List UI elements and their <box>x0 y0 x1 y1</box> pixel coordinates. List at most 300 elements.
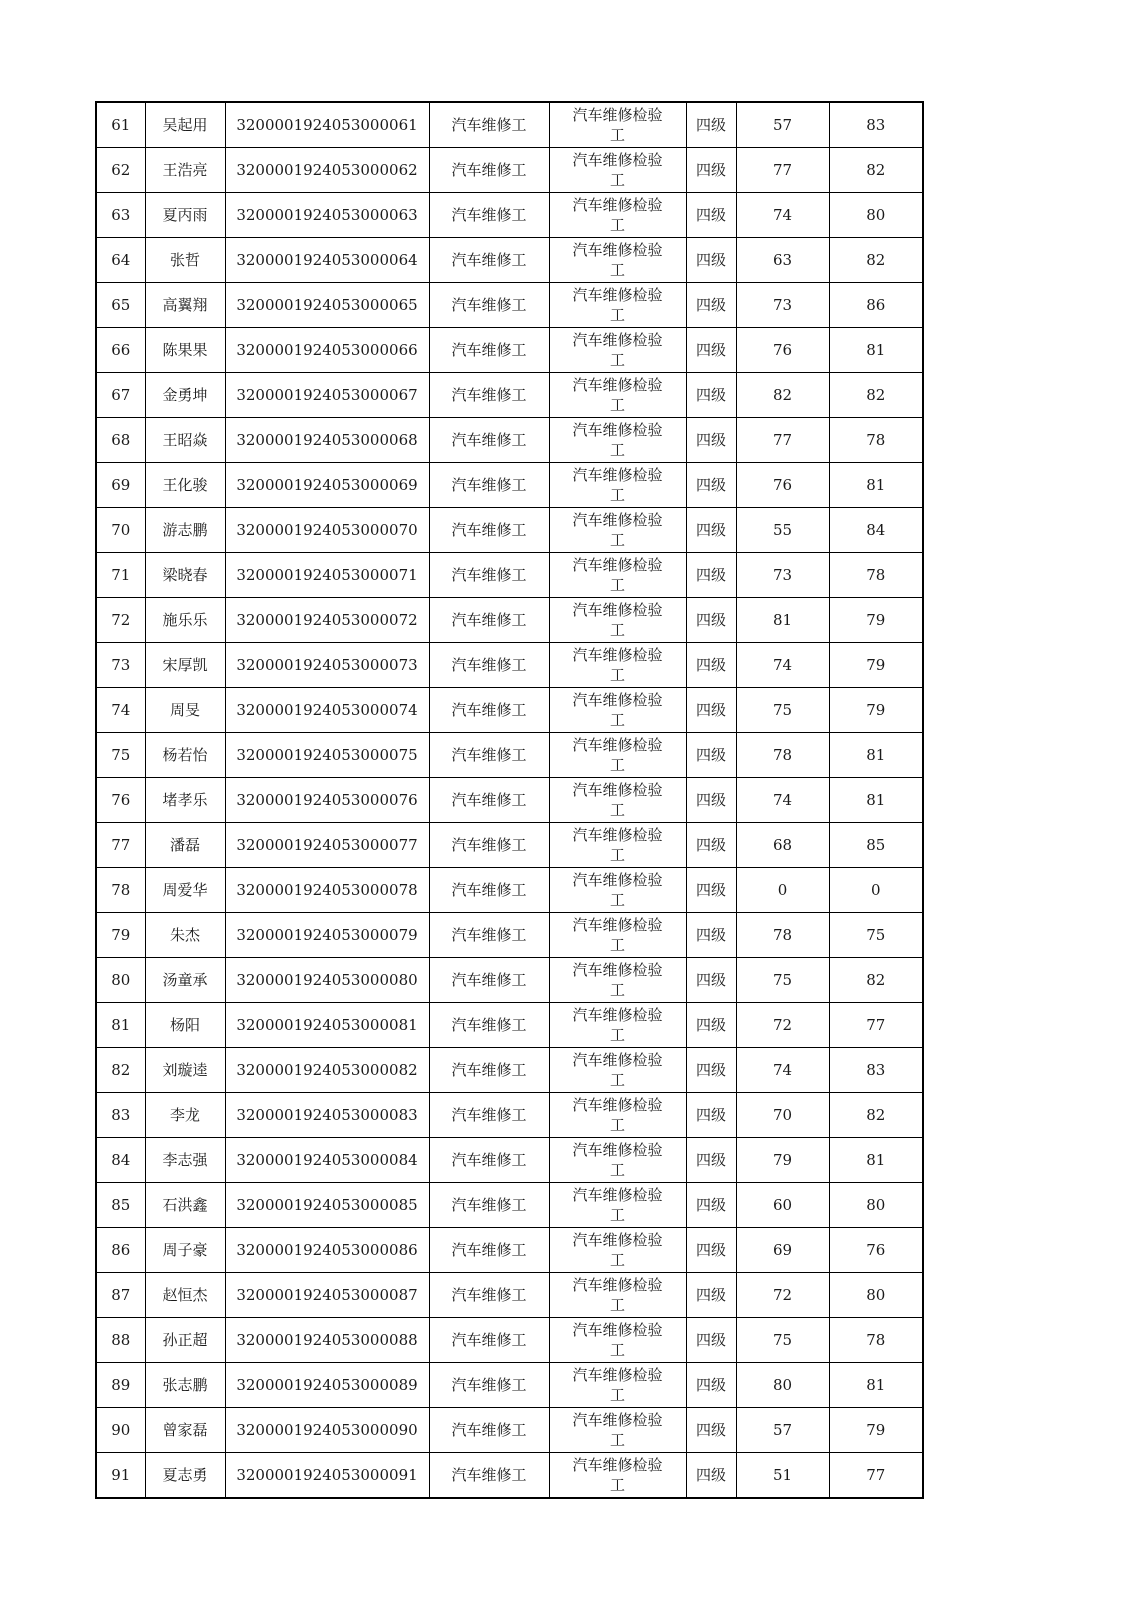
certificate-number-cell: 3200001924053000068 <box>225 418 429 463</box>
job-title-cell: 汽车维修工 <box>429 1228 549 1273</box>
name-cell: 张志鹏 <box>145 1363 225 1408</box>
level-cell: 四级 <box>686 1003 736 1048</box>
score-1-cell: 81 <box>736 598 829 643</box>
score-1-cell: 69 <box>736 1228 829 1273</box>
certificate-number-cell: 3200001924053000062 <box>225 148 429 193</box>
name-cell: 汤童承 <box>145 958 225 1003</box>
row-number-cell: 87 <box>96 1273 145 1318</box>
table-row <box>96 1183 923 1228</box>
table-row <box>96 823 923 868</box>
score-1-cell: 51 <box>736 1453 829 1499</box>
occupation-line: 工 <box>609 126 625 144</box>
score-2-cell: 81 <box>829 1138 923 1183</box>
occupation-line: 工 <box>609 756 625 774</box>
name-cell: 宋厚凯 <box>145 643 225 688</box>
occupation-line: 工 <box>609 576 625 594</box>
certificate-number-cell: 3200001924053000087 <box>225 1273 429 1318</box>
score-2-cell: 79 <box>829 1408 923 1453</box>
certificate-number-cell: 3200001924053000089 <box>225 1363 429 1408</box>
job-title-cell: 汽车维修工 <box>429 913 549 958</box>
occupation-cell <box>549 868 686 913</box>
occupation-line: 工 <box>609 216 625 234</box>
table-row <box>96 643 923 688</box>
occupation-line: 工 <box>609 711 625 729</box>
occupation-cell <box>549 508 686 553</box>
score-1-cell: 55 <box>736 508 829 553</box>
level-cell: 四级 <box>686 823 736 868</box>
certificate-number-cell: 3200001924053000063 <box>225 193 429 238</box>
name-cell: 夏丙雨 <box>145 193 225 238</box>
name-cell: 王化骏 <box>145 463 225 508</box>
name-cell: 周爱华 <box>145 868 225 913</box>
job-title-cell: 汽车维修工 <box>429 958 549 1003</box>
score-1-cell: 82 <box>736 373 829 418</box>
score-2-cell: 84 <box>829 508 923 553</box>
table-row <box>96 238 923 283</box>
occupation-cell <box>549 193 686 238</box>
occupation-cell <box>549 1003 686 1048</box>
occupation-line: 汽车维修检验 <box>572 466 663 484</box>
level-cell: 四级 <box>686 553 736 598</box>
name-cell: 杨阳 <box>145 1003 225 1048</box>
row-number-cell: 72 <box>96 598 145 643</box>
occupation-line: 汽车维修检验 <box>572 1006 663 1024</box>
occupation-line: 工 <box>609 531 625 549</box>
table-row <box>96 733 923 778</box>
level-cell: 四级 <box>686 1363 736 1408</box>
score-1-cell: 63 <box>736 238 829 283</box>
score-2-cell: 75 <box>829 913 923 958</box>
occupation-line: 汽车维修检验 <box>572 736 663 754</box>
occupation-line: 工 <box>609 486 625 504</box>
certificate-number-cell: 3200001924053000076 <box>225 778 429 823</box>
name-cell: 李龙 <box>145 1093 225 1138</box>
occupation-cell <box>549 598 686 643</box>
level-cell: 四级 <box>686 1183 736 1228</box>
occupation-line: 工 <box>609 1431 625 1449</box>
certificate-number-cell: 3200001924053000075 <box>225 733 429 778</box>
score-2-cell: 79 <box>829 688 923 733</box>
score-2-cell: 81 <box>829 733 923 778</box>
occupation-cell <box>549 238 686 283</box>
occupation-line: 工 <box>609 1026 625 1044</box>
table-body <box>96 102 923 1498</box>
score-2-cell: 83 <box>829 102 923 148</box>
row-number-cell: 62 <box>96 148 145 193</box>
table-row <box>96 463 923 508</box>
score-1-cell: 0 <box>736 868 829 913</box>
table-row <box>96 688 923 733</box>
score-2-cell: 82 <box>829 148 923 193</box>
occupation-line: 工 <box>609 1296 625 1314</box>
row-number-cell: 74 <box>96 688 145 733</box>
score-1-cell: 57 <box>736 102 829 148</box>
job-title-cell: 汽车维修工 <box>429 1048 549 1093</box>
occupation-cell <box>549 1273 686 1318</box>
row-number-cell: 80 <box>96 958 145 1003</box>
occupation-cell <box>549 1408 686 1453</box>
job-title-cell: 汽车维修工 <box>429 733 549 778</box>
occupation-line: 汽车维修检验 <box>572 196 663 214</box>
level-cell: 四级 <box>686 463 736 508</box>
name-cell: 孙正超 <box>145 1318 225 1363</box>
table-row <box>96 1318 923 1363</box>
table-row <box>96 1363 923 1408</box>
job-title-cell: 汽车维修工 <box>429 778 549 823</box>
table-row <box>96 1048 923 1093</box>
certificate-number-cell: 3200001924053000086 <box>225 1228 429 1273</box>
occupation-line: 工 <box>609 351 625 369</box>
job-title-cell: 汽车维修工 <box>429 688 549 733</box>
job-title-cell: 汽车维修工 <box>429 553 549 598</box>
occupation-line: 工 <box>609 1251 625 1269</box>
table-row <box>96 1093 923 1138</box>
row-number-cell: 75 <box>96 733 145 778</box>
row-number-cell: 66 <box>96 328 145 373</box>
name-cell: 刘璇逵 <box>145 1048 225 1093</box>
job-title-cell: 汽车维修工 <box>429 1363 549 1408</box>
name-cell: 金勇坤 <box>145 373 225 418</box>
job-title-cell: 汽车维修工 <box>429 373 549 418</box>
name-cell: 张哲 <box>145 238 225 283</box>
occupation-line: 汽车维修检验 <box>572 1366 663 1384</box>
row-number-cell: 64 <box>96 238 145 283</box>
occupation-line: 汽车维修检验 <box>572 1411 663 1429</box>
table-row <box>96 328 923 373</box>
occupation-line: 汽车维修检验 <box>572 1141 663 1159</box>
name-cell: 高翼翔 <box>145 283 225 328</box>
occupation-line: 工 <box>609 891 625 909</box>
occupation-line: 汽车维修检验 <box>572 781 663 799</box>
level-cell: 四级 <box>686 868 736 913</box>
certificate-number-cell: 3200001924053000079 <box>225 913 429 958</box>
occupation-cell <box>549 148 686 193</box>
certificate-number-cell: 3200001924053000090 <box>225 1408 429 1453</box>
occupation-cell <box>549 553 686 598</box>
occupation-line: 汽车维修检验 <box>572 1231 663 1249</box>
score-1-cell: 70 <box>736 1093 829 1138</box>
level-cell: 四级 <box>686 328 736 373</box>
name-cell: 王昭焱 <box>145 418 225 463</box>
table-row <box>96 508 923 553</box>
score-2-cell: 80 <box>829 1273 923 1318</box>
occupation-cell <box>549 1318 686 1363</box>
certificate-number-cell: 3200001924053000081 <box>225 1003 429 1048</box>
table-row <box>96 1003 923 1048</box>
occupation-cell <box>549 958 686 1003</box>
score-2-cell: 79 <box>829 598 923 643</box>
level-cell: 四级 <box>686 508 736 553</box>
occupation-line: 工 <box>609 1476 625 1494</box>
level-cell: 四级 <box>686 1318 736 1363</box>
score-1-cell: 75 <box>736 688 829 733</box>
row-number-cell: 77 <box>96 823 145 868</box>
name-cell: 赵恒杰 <box>145 1273 225 1318</box>
occupation-cell <box>549 1228 686 1273</box>
row-number-cell: 61 <box>96 102 145 148</box>
score-2-cell: 79 <box>829 643 923 688</box>
occupation-cell <box>549 102 686 148</box>
row-number-cell: 82 <box>96 1048 145 1093</box>
score-1-cell: 74 <box>736 643 829 688</box>
score-1-cell: 76 <box>736 328 829 373</box>
occupation-line: 工 <box>609 396 625 414</box>
occupation-line: 汽车维修检验 <box>572 1456 663 1474</box>
occupation-line: 汽车维修检验 <box>572 376 663 394</box>
row-number-cell: 79 <box>96 913 145 958</box>
row-number-cell: 67 <box>96 373 145 418</box>
certificate-number-cell: 3200001924053000066 <box>225 328 429 373</box>
name-cell: 李志强 <box>145 1138 225 1183</box>
score-2-cell: 83 <box>829 1048 923 1093</box>
occupation-cell <box>549 913 686 958</box>
job-title-cell: 汽车维修工 <box>429 328 549 373</box>
occupation-cell <box>549 283 686 328</box>
score-1-cell: 73 <box>736 553 829 598</box>
table-row <box>96 373 923 418</box>
job-title-cell: 汽车维修工 <box>429 148 549 193</box>
occupation-line: 汽车维修检验 <box>572 1186 663 1204</box>
score-2-cell: 77 <box>829 1453 923 1499</box>
occupation-line: 汽车维修检验 <box>572 241 663 259</box>
occupation-cell <box>549 373 686 418</box>
table-row <box>96 283 923 328</box>
level-cell: 四级 <box>686 913 736 958</box>
score-1-cell: 75 <box>736 958 829 1003</box>
score-1-cell: 68 <box>736 823 829 868</box>
occupation-line: 工 <box>609 1161 625 1179</box>
table-row <box>96 418 923 463</box>
job-title-cell: 汽车维修工 <box>429 1003 549 1048</box>
score-1-cell: 79 <box>736 1138 829 1183</box>
job-title-cell: 汽车维修工 <box>429 508 549 553</box>
row-number-cell: 68 <box>96 418 145 463</box>
score-2-cell: 82 <box>829 373 923 418</box>
row-number-cell: 88 <box>96 1318 145 1363</box>
table-row <box>96 1408 923 1453</box>
row-number-cell: 86 <box>96 1228 145 1273</box>
occupation-line: 工 <box>609 171 625 189</box>
job-title-cell: 汽车维修工 <box>429 643 549 688</box>
occupation-cell <box>549 1363 686 1408</box>
name-cell: 梁晓春 <box>145 553 225 598</box>
level-cell: 四级 <box>686 238 736 283</box>
level-cell: 四级 <box>686 102 736 148</box>
name-cell: 吴起用 <box>145 102 225 148</box>
job-title-cell: 汽车维修工 <box>429 823 549 868</box>
certificate-number-cell: 3200001924053000084 <box>225 1138 429 1183</box>
occupation-cell <box>549 733 686 778</box>
level-cell: 四级 <box>686 733 736 778</box>
occupation-line: 汽车维修检验 <box>572 106 663 124</box>
name-cell: 夏志勇 <box>145 1453 225 1499</box>
job-title-cell: 汽车维修工 <box>429 598 549 643</box>
occupation-cell <box>549 1183 686 1228</box>
occupation-cell <box>549 688 686 733</box>
occupation-cell <box>549 1453 686 1499</box>
score-1-cell: 75 <box>736 1318 829 1363</box>
name-cell: 堵孝乐 <box>145 778 225 823</box>
certificate-number-cell: 3200001924053000065 <box>225 283 429 328</box>
certificate-number-cell: 3200001924053000088 <box>225 1318 429 1363</box>
certificate-number-cell: 3200001924053000069 <box>225 463 429 508</box>
score-2-cell: 82 <box>829 958 923 1003</box>
score-1-cell: 57 <box>736 1408 829 1453</box>
occupation-line: 汽车维修检验 <box>572 961 663 979</box>
score-1-cell: 74 <box>736 778 829 823</box>
occupation-cell <box>549 1138 686 1183</box>
certificate-number-cell: 3200001924053000071 <box>225 553 429 598</box>
score-1-cell: 77 <box>736 418 829 463</box>
occupation-line: 工 <box>609 1386 625 1404</box>
row-number-cell: 63 <box>96 193 145 238</box>
job-title-cell: 汽车维修工 <box>429 102 549 148</box>
row-number-cell: 89 <box>96 1363 145 1408</box>
level-cell: 四级 <box>686 373 736 418</box>
row-number-cell: 91 <box>96 1453 145 1499</box>
occupation-cell <box>549 328 686 373</box>
row-number-cell: 84 <box>96 1138 145 1183</box>
row-number-cell: 90 <box>96 1408 145 1453</box>
occupation-line: 汽车维修检验 <box>572 1096 663 1114</box>
score-1-cell: 60 <box>736 1183 829 1228</box>
table-row <box>96 1228 923 1273</box>
occupation-line: 汽车维修检验 <box>572 556 663 574</box>
score-1-cell: 78 <box>736 913 829 958</box>
certificate-number-cell: 3200001924053000082 <box>225 1048 429 1093</box>
score-2-cell: 82 <box>829 1093 923 1138</box>
level-cell: 四级 <box>686 418 736 463</box>
occupation-line: 汽车维修检验 <box>572 871 663 889</box>
table-row <box>96 148 923 193</box>
score-2-cell: 80 <box>829 193 923 238</box>
job-title-cell: 汽车维修工 <box>429 1093 549 1138</box>
level-cell: 四级 <box>686 1453 736 1499</box>
occupation-line: 汽车维修检验 <box>572 421 663 439</box>
table-row <box>96 553 923 598</box>
occupation-line: 汽车维修检验 <box>572 1321 663 1339</box>
name-cell: 杨若怡 <box>145 733 225 778</box>
score-2-cell: 81 <box>829 463 923 508</box>
certificate-number-cell: 3200001924053000085 <box>225 1183 429 1228</box>
occupation-line: 汽车维修检验 <box>572 151 663 169</box>
score-1-cell: 78 <box>736 733 829 778</box>
row-number-cell: 76 <box>96 778 145 823</box>
occupation-cell <box>549 778 686 823</box>
score-2-cell: 81 <box>829 1363 923 1408</box>
occupation-line: 工 <box>609 306 625 324</box>
certificate-number-cell: 3200001924053000067 <box>225 373 429 418</box>
table-row <box>96 958 923 1003</box>
occupation-cell <box>549 643 686 688</box>
level-cell: 四级 <box>686 193 736 238</box>
occupation-cell <box>549 1093 686 1138</box>
score-2-cell: 78 <box>829 553 923 598</box>
occupation-line: 汽车维修检验 <box>572 1276 663 1294</box>
job-title-cell: 汽车维修工 <box>429 1318 549 1363</box>
occupation-line: 工 <box>609 441 625 459</box>
table-row <box>96 1453 923 1499</box>
certificate-number-cell: 3200001924053000070 <box>225 508 429 553</box>
certificate-number-cell: 3200001924053000091 <box>225 1453 429 1499</box>
job-title-cell: 汽车维修工 <box>429 463 549 508</box>
score-2-cell: 80 <box>829 1183 923 1228</box>
occupation-line: 工 <box>609 1206 625 1224</box>
score-table <box>95 101 924 1499</box>
row-number-cell: 85 <box>96 1183 145 1228</box>
level-cell: 四级 <box>686 688 736 733</box>
level-cell: 四级 <box>686 1273 736 1318</box>
occupation-line: 工 <box>609 621 625 639</box>
score-2-cell: 82 <box>829 238 923 283</box>
table-row <box>96 1138 923 1183</box>
row-number-cell: 70 <box>96 508 145 553</box>
level-cell: 四级 <box>686 1093 736 1138</box>
table-row <box>96 598 923 643</box>
level-cell: 四级 <box>686 958 736 1003</box>
occupation-line: 汽车维修检验 <box>572 826 663 844</box>
job-title-cell: 汽车维修工 <box>429 868 549 913</box>
certificate-number-cell: 3200001924053000077 <box>225 823 429 868</box>
level-cell: 四级 <box>686 283 736 328</box>
table-row <box>96 102 923 148</box>
score-2-cell: 77 <box>829 1003 923 1048</box>
level-cell: 四级 <box>686 1408 736 1453</box>
certificate-number-cell: 3200001924053000078 <box>225 868 429 913</box>
certificate-number-cell: 3200001924053000061 <box>225 102 429 148</box>
row-number-cell: 81 <box>96 1003 145 1048</box>
occupation-cell <box>549 1048 686 1093</box>
score-2-cell: 78 <box>829 1318 923 1363</box>
occupation-line: 工 <box>609 1116 625 1134</box>
occupation-line: 汽车维修检验 <box>572 286 663 304</box>
row-number-cell: 73 <box>96 643 145 688</box>
score-1-cell: 76 <box>736 463 829 508</box>
name-cell: 潘磊 <box>145 823 225 868</box>
occupation-line: 汽车维修检验 <box>572 511 663 529</box>
certificate-number-cell: 3200001924053000074 <box>225 688 429 733</box>
level-cell: 四级 <box>686 1228 736 1273</box>
row-number-cell: 83 <box>96 1093 145 1138</box>
job-title-cell: 汽车维修工 <box>429 1183 549 1228</box>
score-1-cell: 74 <box>736 1048 829 1093</box>
row-number-cell: 78 <box>96 868 145 913</box>
table-row <box>96 868 923 913</box>
certificate-number-cell: 3200001924053000080 <box>225 958 429 1003</box>
score-2-cell: 81 <box>829 328 923 373</box>
row-number-cell: 65 <box>96 283 145 328</box>
job-title-cell: 汽车维修工 <box>429 193 549 238</box>
name-cell: 曾家磊 <box>145 1408 225 1453</box>
score-1-cell: 72 <box>736 1273 829 1318</box>
job-title-cell: 汽车维修工 <box>429 1453 549 1499</box>
job-title-cell: 汽车维修工 <box>429 238 549 283</box>
level-cell: 四级 <box>686 148 736 193</box>
score-1-cell: 77 <box>736 148 829 193</box>
occupation-line: 汽车维修检验 <box>572 646 663 664</box>
job-title-cell: 汽车维修工 <box>429 1408 549 1453</box>
job-title-cell: 汽车维修工 <box>429 1273 549 1318</box>
table-row <box>96 1273 923 1318</box>
score-1-cell: 72 <box>736 1003 829 1048</box>
row-number-cell: 69 <box>96 463 145 508</box>
certificate-number-cell: 3200001924053000064 <box>225 238 429 283</box>
certificate-number-cell: 3200001924053000073 <box>225 643 429 688</box>
score-2-cell: 85 <box>829 823 923 868</box>
occupation-line: 工 <box>609 846 625 864</box>
score-1-cell: 73 <box>736 283 829 328</box>
row-number-cell: 71 <box>96 553 145 598</box>
